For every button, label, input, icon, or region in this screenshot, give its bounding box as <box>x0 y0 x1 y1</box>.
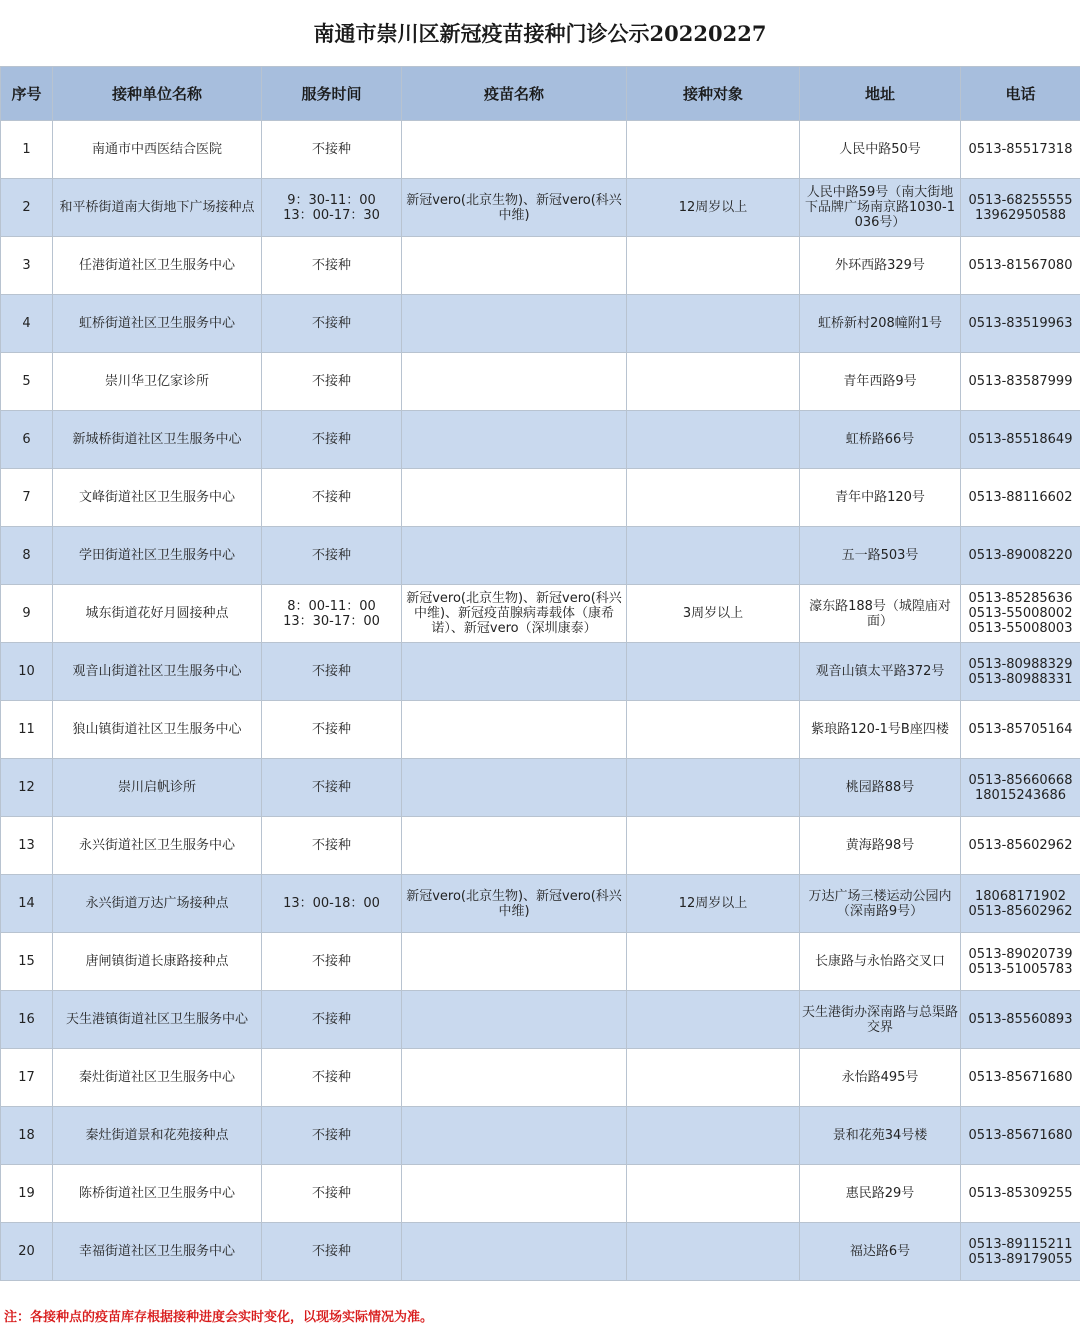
cell-target-group <box>627 933 800 991</box>
cell-address: 万达广场三楼运动公园内（深南路9号） <box>800 875 961 933</box>
cell-index: 20 <box>1 1223 53 1281</box>
cell-unit-name: 任港街道社区卫生服务中心 <box>53 237 262 295</box>
cell-address: 黄海路98号 <box>800 817 961 875</box>
cell-index: 11 <box>1 701 53 759</box>
cell-target-group <box>627 701 800 759</box>
footnote: 注：各接种点的疫苗库存根据接种进度会实时变化，以现场实际情况为准。 <box>4 1309 434 1325</box>
cell-index: 7 <box>1 469 53 527</box>
cell-phone: 0513-88116602 <box>961 469 1080 527</box>
table-row <box>1 1165 1080 1223</box>
cell-address: 青年西路9号 <box>800 353 961 411</box>
cell-index: 8 <box>1 527 53 585</box>
cell-service-time: 不接种 <box>262 295 402 353</box>
cell-index: 19 <box>1 1165 53 1223</box>
cell-index: 16 <box>1 991 53 1049</box>
cell-vaccine-name: 新冠vero(北京生物)、新冠vero(科兴中维) <box>402 875 627 933</box>
cell-phone: 0513-85671680 <box>961 1049 1080 1107</box>
cell-service-time: 不接种 <box>262 1049 402 1107</box>
cell-phone: 0513-89020739 0513-51005783 <box>961 933 1080 991</box>
cell-target-group <box>627 469 800 527</box>
cell-vaccine-name <box>402 1049 627 1107</box>
vaccination-table <box>0 66 1080 1281</box>
cell-vaccine-name <box>402 237 627 295</box>
cell-unit-name: 狼山镇街道社区卫生服务中心 <box>53 701 262 759</box>
cell-index: 2 <box>1 179 53 237</box>
cell-index: 17 <box>1 1049 53 1107</box>
cell-vaccine-name <box>402 295 627 353</box>
cell-phone: 0513-85518649 <box>961 411 1080 469</box>
cell-target-group <box>627 1165 800 1223</box>
table-row <box>1 237 1080 295</box>
cell-phone: 0513-85560893 <box>961 991 1080 1049</box>
cell-target-group: 3周岁以上 <box>627 585 800 643</box>
cell-vaccine-name: 新冠vero(北京生物)、新冠vero(科兴中维)、新冠疫苗腺病毒载体（康希诺）、新冠vero（深圳康泰） <box>402 585 627 643</box>
cell-service-time: 不接种 <box>262 933 402 991</box>
cell-target-group <box>627 1107 800 1165</box>
cell-address: 紫琅路120-1号B座四楼 <box>800 701 961 759</box>
cell-index: 15 <box>1 933 53 991</box>
cell-unit-name: 幸福街道社区卫生服务中心 <box>53 1223 262 1281</box>
header-row <box>1 67 1080 121</box>
header-vaccine-name: 疫苗名称 <box>402 67 627 121</box>
cell-address: 桃园路88号 <box>800 759 961 817</box>
cell-vaccine-name <box>402 527 627 585</box>
table-row <box>1 991 1080 1049</box>
cell-target-group <box>627 759 800 817</box>
cell-address: 五一路503号 <box>800 527 961 585</box>
cell-vaccine-name: 新冠vero(北京生物)、新冠vero(科兴中维) <box>402 179 627 237</box>
cell-target-group <box>627 1223 800 1281</box>
cell-phone: 0513-89008220 <box>961 527 1080 585</box>
cell-address: 福达路6号 <box>800 1223 961 1281</box>
cell-unit-name: 秦灶街道社区卫生服务中心 <box>53 1049 262 1107</box>
cell-phone: 18068171902 0513-85602962 <box>961 875 1080 933</box>
cell-phone: 0513-85660668 18015243686 <box>961 759 1080 817</box>
cell-target-group <box>627 527 800 585</box>
cell-service-time: 不接种 <box>262 759 402 817</box>
cell-address: 永怡路495号 <box>800 1049 961 1107</box>
cell-phone: 0513-85705164 <box>961 701 1080 759</box>
table-row <box>1 1049 1080 1107</box>
cell-unit-name: 文峰街道社区卫生服务中心 <box>53 469 262 527</box>
table-row <box>1 469 1080 527</box>
cell-index: 3 <box>1 237 53 295</box>
cell-unit-name: 天生港镇街道社区卫生服务中心 <box>53 991 262 1049</box>
cell-address: 虹桥路66号 <box>800 411 961 469</box>
cell-vaccine-name <box>402 1223 627 1281</box>
cell-address: 人民中路59号（南大街地下品牌广场南京路1030-1036号） <box>800 179 961 237</box>
cell-phone: 0513-85671680 <box>961 1107 1080 1165</box>
cell-service-time: 不接种 <box>262 991 402 1049</box>
cell-target-group: 12周岁以上 <box>627 875 800 933</box>
cell-address: 长康路与永怡路交叉口 <box>800 933 961 991</box>
cell-phone: 0513-85285636 0513-55008002 0513-55008003 <box>961 585 1080 643</box>
header-phone: 电话 <box>961 67 1080 121</box>
cell-address: 外环西路329号 <box>800 237 961 295</box>
cell-unit-name: 虹桥街道社区卫生服务中心 <box>53 295 262 353</box>
cell-service-time: 13：00-18：00 <box>262 875 402 933</box>
cell-phone: 0513-80988329 0513-80988331 <box>961 643 1080 701</box>
cell-address: 景和花苑34号楼 <box>800 1107 961 1165</box>
table-row <box>1 411 1080 469</box>
cell-unit-name: 新城桥街道社区卫生服务中心 <box>53 411 262 469</box>
cell-unit-name: 观音山街道社区卫生服务中心 <box>53 643 262 701</box>
cell-phone: 0513-68255555 13962950588 <box>961 179 1080 237</box>
cell-index: 6 <box>1 411 53 469</box>
cell-vaccine-name <box>402 469 627 527</box>
cell-index: 10 <box>1 643 53 701</box>
cell-service-time: 8：00-11：00 13：30-17：00 <box>262 585 402 643</box>
cell-address: 青年中路120号 <box>800 469 961 527</box>
cell-index: 14 <box>1 875 53 933</box>
cell-vaccine-name <box>402 353 627 411</box>
cell-service-time: 不接种 <box>262 353 402 411</box>
table-row <box>1 933 1080 991</box>
cell-vaccine-name <box>402 411 627 469</box>
cell-vaccine-name <box>402 817 627 875</box>
header-service-time: 服务时间 <box>262 67 402 121</box>
cell-unit-name: 崇川华卫亿家诊所 <box>53 353 262 411</box>
cell-index: 5 <box>1 353 53 411</box>
header-target-group: 接种对象 <box>627 67 800 121</box>
cell-service-time: 9：30-11：00 13：00-17：30 <box>262 179 402 237</box>
cell-target-group <box>627 295 800 353</box>
cell-target-group <box>627 121 800 179</box>
cell-unit-name: 永兴街道万达广场接种点 <box>53 875 262 933</box>
cell-index: 9 <box>1 585 53 643</box>
cell-phone: 0513-85517318 <box>961 121 1080 179</box>
table-row <box>1 643 1080 701</box>
cell-target-group: 12周岁以上 <box>627 179 800 237</box>
cell-vaccine-name <box>402 701 627 759</box>
cell-unit-name: 唐闸镇街道长康路接种点 <box>53 933 262 991</box>
cell-service-time: 不接种 <box>262 643 402 701</box>
cell-target-group <box>627 411 800 469</box>
cell-service-time: 不接种 <box>262 527 402 585</box>
cell-vaccine-name <box>402 1165 627 1223</box>
cell-vaccine-name <box>402 643 627 701</box>
cell-service-time: 不接种 <box>262 469 402 527</box>
cell-service-time: 不接种 <box>262 701 402 759</box>
cell-service-time: 不接种 <box>262 1223 402 1281</box>
cell-target-group <box>627 817 800 875</box>
table-row <box>1 527 1080 585</box>
cell-service-time: 不接种 <box>262 817 402 875</box>
table-row <box>1 759 1080 817</box>
cell-address: 惠民路29号 <box>800 1165 961 1223</box>
cell-address: 观音山镇太平路372号 <box>800 643 961 701</box>
cell-target-group <box>627 1049 800 1107</box>
table-row <box>1 121 1080 179</box>
table-row <box>1 353 1080 411</box>
cell-service-time: 不接种 <box>262 237 402 295</box>
cell-index: 18 <box>1 1107 53 1165</box>
header-address: 地址 <box>800 67 961 121</box>
table-row <box>1 701 1080 759</box>
cell-unit-name: 崇川启帆诊所 <box>53 759 262 817</box>
cell-unit-name: 学田街道社区卫生服务中心 <box>53 527 262 585</box>
header-index: 序号 <box>1 67 53 121</box>
cell-phone: 0513-83587999 <box>961 353 1080 411</box>
cell-address: 濠东路188号（城隍庙对面） <box>800 585 961 643</box>
cell-service-time: 不接种 <box>262 1107 402 1165</box>
table-row <box>1 817 1080 875</box>
cell-target-group <box>627 991 800 1049</box>
cell-service-time: 不接种 <box>262 121 402 179</box>
cell-unit-name: 秦灶街道景和花苑接种点 <box>53 1107 262 1165</box>
cell-phone: 0513-83519963 <box>961 295 1080 353</box>
cell-target-group <box>627 237 800 295</box>
cell-service-time: 不接种 <box>262 411 402 469</box>
cell-unit-name: 南通市中西医结合医院 <box>53 121 262 179</box>
cell-vaccine-name <box>402 1107 627 1165</box>
cell-index: 13 <box>1 817 53 875</box>
cell-index: 4 <box>1 295 53 353</box>
cell-address: 天生港街办深南路与总渠路交界 <box>800 991 961 1049</box>
cell-phone: 0513-85309255 <box>961 1165 1080 1223</box>
page-title: 南通市崇川区新冠疫苗接种门诊公示20220227 <box>313 21 767 46</box>
cell-unit-name: 城东街道花好月圆接种点 <box>53 585 262 643</box>
cell-index: 1 <box>1 121 53 179</box>
cell-target-group <box>627 353 800 411</box>
cell-phone: 0513-85602962 <box>961 817 1080 875</box>
table-row <box>1 875 1080 933</box>
cell-unit-name: 和平桥街道南大街地下广场接种点 <box>53 179 262 237</box>
table-body <box>1 121 1080 1281</box>
table-row <box>1 1223 1080 1281</box>
cell-service-time: 不接种 <box>262 1165 402 1223</box>
cell-unit-name: 陈桥街道社区卫生服务中心 <box>53 1165 262 1223</box>
cell-index: 12 <box>1 759 53 817</box>
cell-address: 人民中路50号 <box>800 121 961 179</box>
cell-vaccine-name <box>402 759 627 817</box>
cell-phone: 0513-89115211 0513-89179055 <box>961 1223 1080 1281</box>
table-row <box>1 295 1080 353</box>
cell-vaccine-name <box>402 121 627 179</box>
cell-vaccine-name <box>402 933 627 991</box>
cell-unit-name: 永兴街道社区卫生服务中心 <box>53 817 262 875</box>
table-row <box>1 179 1080 237</box>
header-unit-name: 接种单位名称 <box>53 67 262 121</box>
table-row <box>1 585 1080 643</box>
cell-vaccine-name <box>402 991 627 1049</box>
cell-address: 虹桥新村208幢附1号 <box>800 295 961 353</box>
cell-target-group <box>627 643 800 701</box>
cell-phone: 0513-81567080 <box>961 237 1080 295</box>
table-row <box>1 1107 1080 1165</box>
